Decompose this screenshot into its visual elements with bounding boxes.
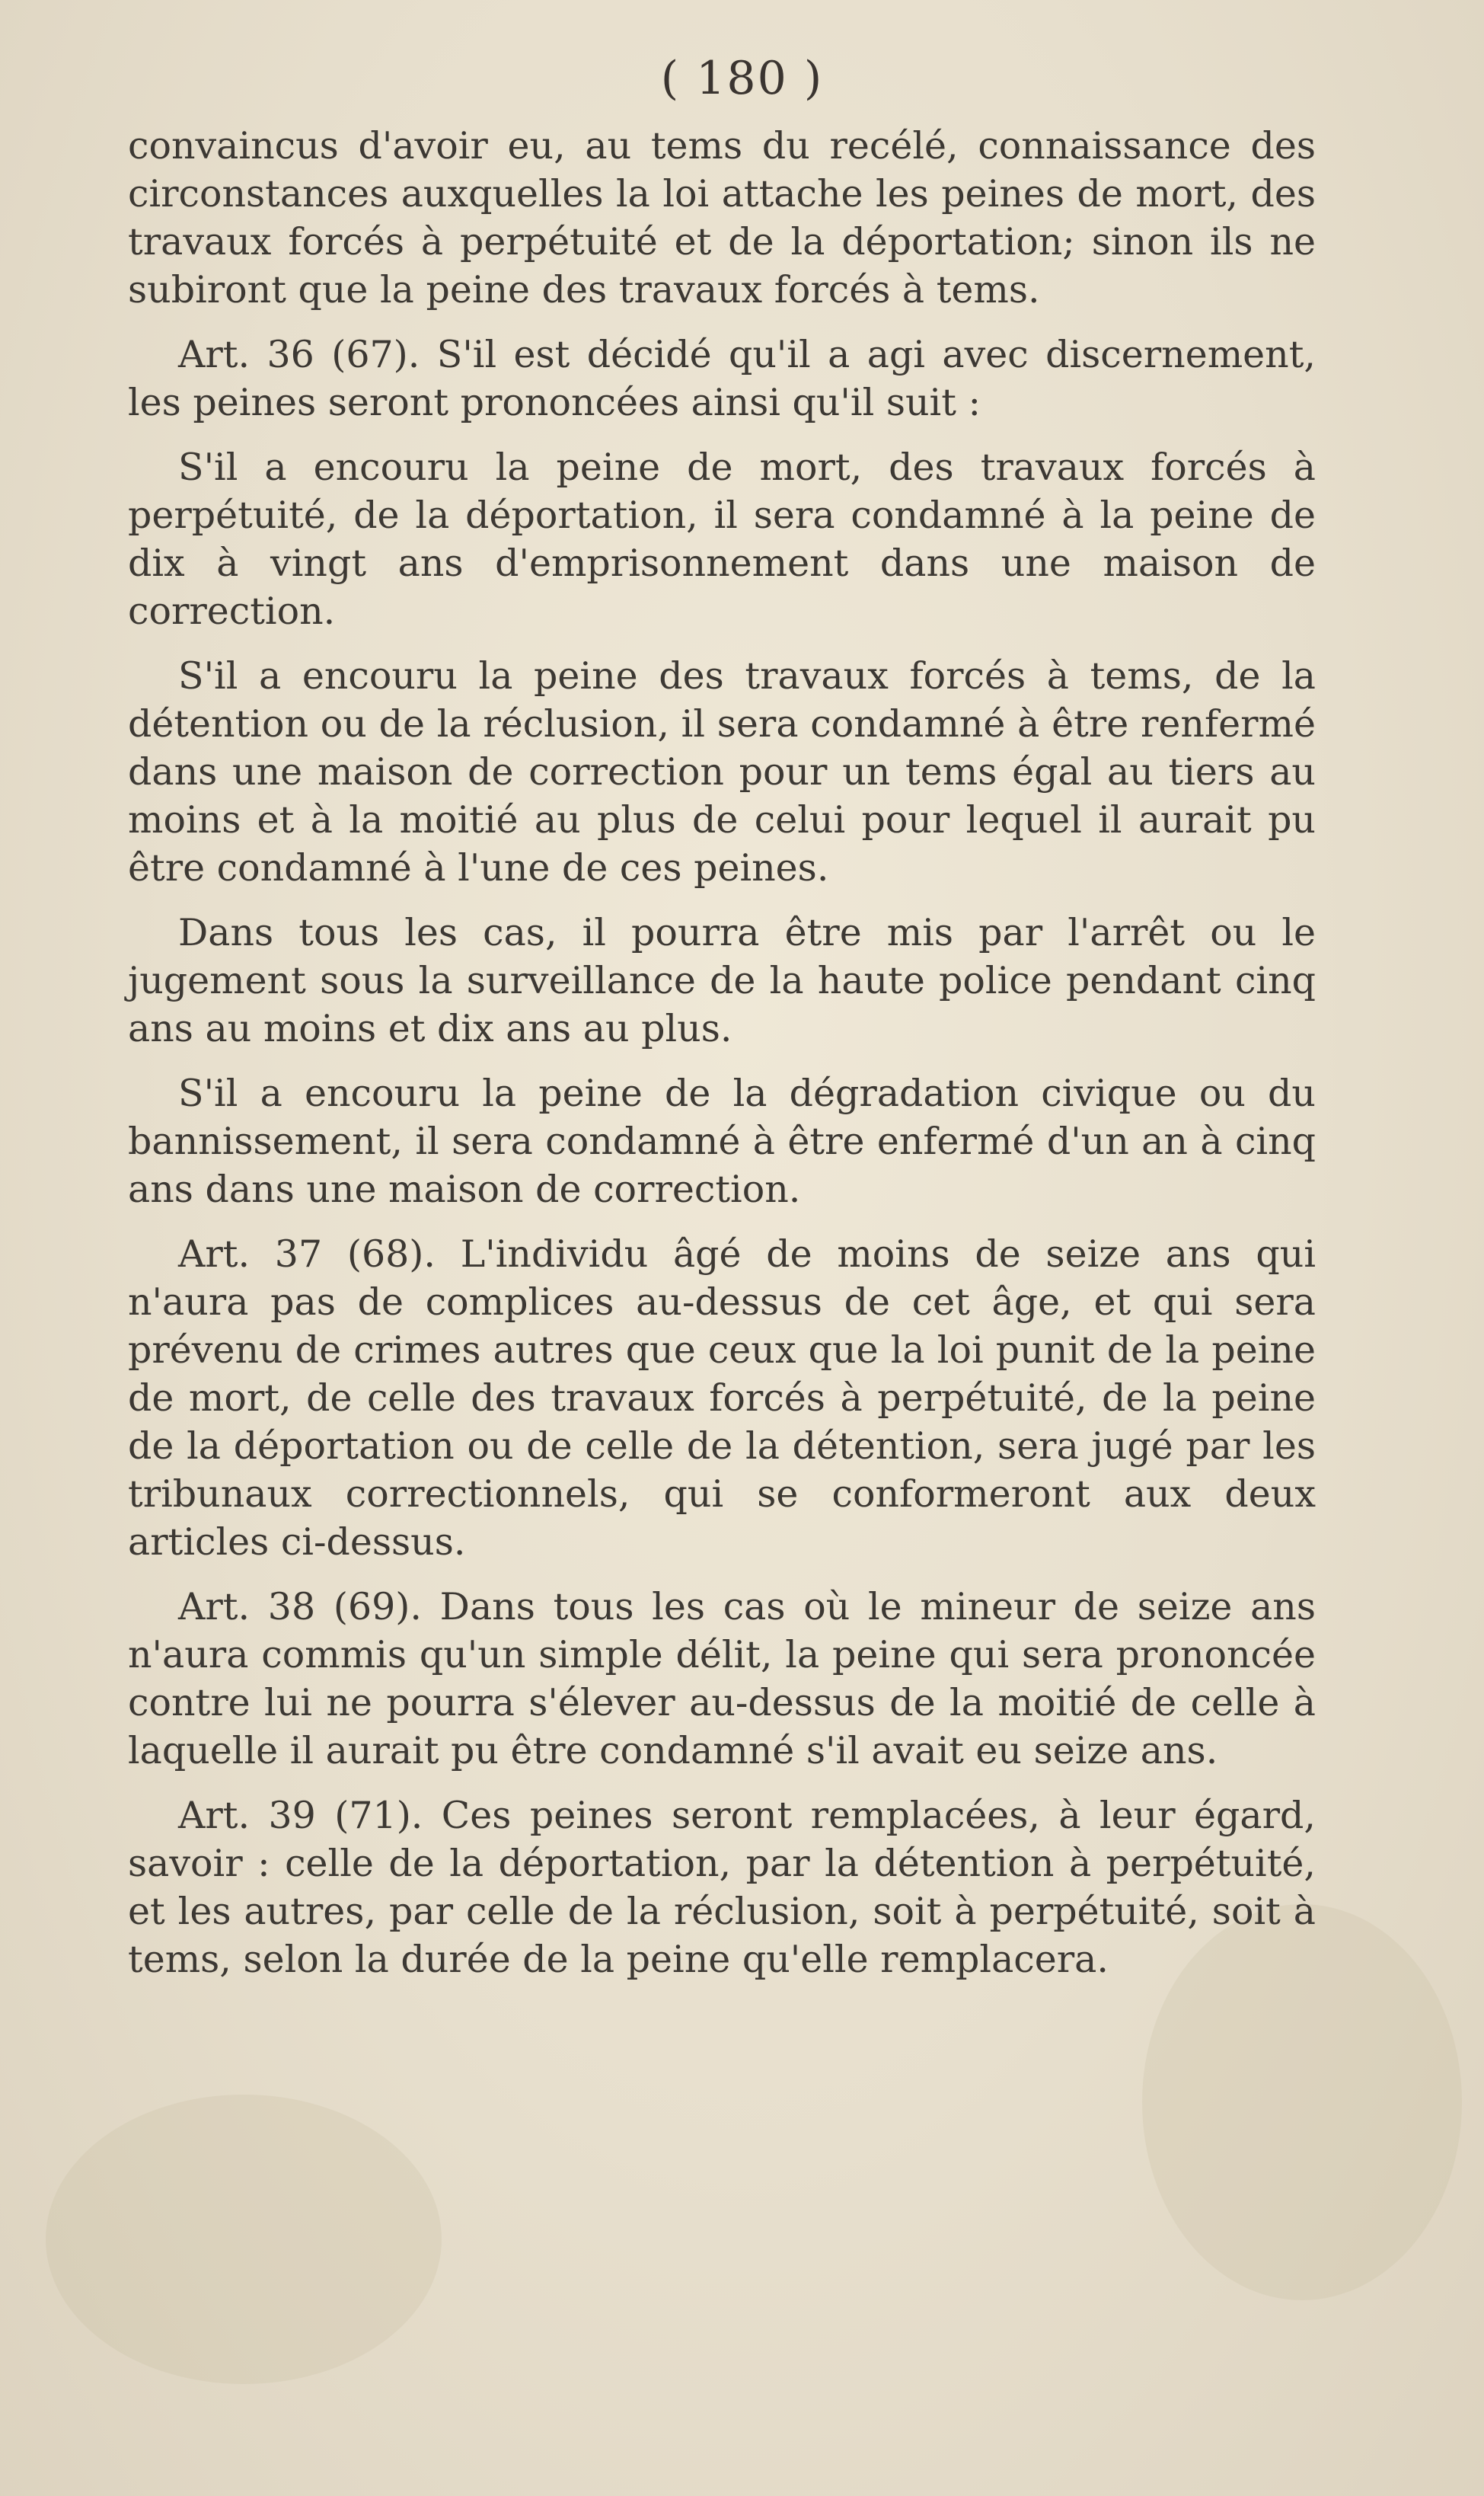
paragraph: convaincus d'avoir eu, au tems du recélé, connaissance des circonstances auxquelles la loi attache les peines de mort, des travaux forcés à perpétuité et de la déportation; sinon ils ne subiront que la peine des travaux forcés à tems. (128, 124, 1316, 312)
paragraph: S'il a encouru la peine de mort, des travaux forcés à perpétuité, de la déportation, il sera condamné à la peine de dix à vingt ans d'emprisonnement dans une maison de correction. (128, 446, 1316, 633)
article-37-paragraph: Art. 37 (68). L'individu âgé de moins de seize ans qui n'aura pas de complices au-dessus de cet âge, et qui sera prévenu de crimes autres que ceux que la loi punit de la peine de mort, de celle des travaux forcés à perpétuité, de la peine de la déportation ou de celle de la détention, sera jugé par les tribunaux correctionnels, qui se conformeront aux deux articles ci-dessus. (128, 1232, 1316, 1564)
page-number: ( 180 ) (660, 52, 824, 105)
body-text (128, 122, 1316, 2000)
article-36-paragraph: Art. 36 (67). S'il est décidé qu'il a agi avec discernement, les peines seront prononcées ainsi qu'il suit : (128, 333, 1316, 424)
paragraph: Dans tous les cas, il pourra être mis par l'arrêt ou le jugement sous la surveillance de la haute police pendant cinq ans au moins et dix ans au plus. (128, 911, 1316, 1050)
paragraph: S'il a encouru la peine de la dégradation civique ou du bannissement, il sera condamné à être enfermé d'un an à cinq ans dans une maison de correction. (128, 1072, 1316, 1211)
paper-stain (46, 2095, 442, 2384)
paragraph: S'il a encouru la peine des travaux forcés à tems, de la détention ou de la réclusion, il sera condamné à être renfermé dans une maison de correction pour un tems égal au tiers au moins et à la moitié au plus de celui pour lequel il aurait pu être condamné à l'une de ces peines. (128, 654, 1316, 890)
article-39-paragraph: Art. 39 (71). Ces peines seront remplacées, à leur égard, savoir : celle de la déportation, par la détention à perpétuité, et les autres, par celle de la réclusion, soit à perpétuité, soit à tems, selon la durée de la peine qu'elle remplacera. (128, 1794, 1316, 1981)
article-38-paragraph: Art. 38 (69). Dans tous les cas où le mineur de seize ans n'aura commis qu'un simple délit, la peine qui sera prononcée contre lui ne pourra s'élever au-dessus de la moitié de celle à laquelle il aurait pu être condamné s'il avait eu seize ans. (128, 1585, 1316, 1772)
